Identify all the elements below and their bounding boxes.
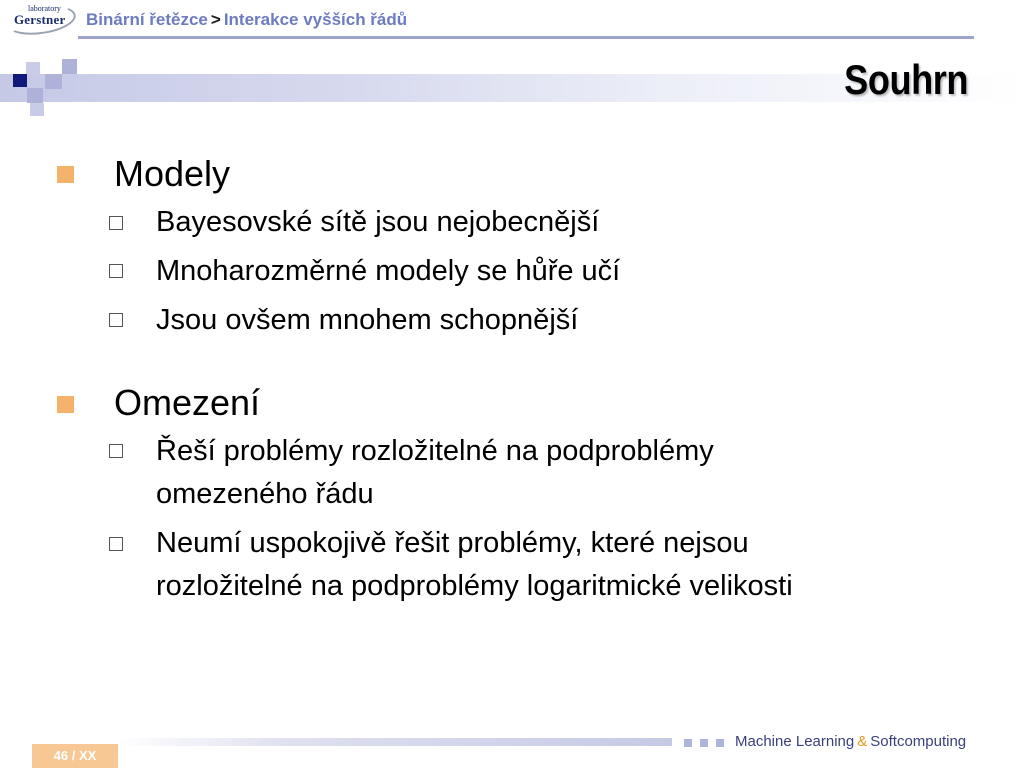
footer-square-icon	[684, 739, 692, 747]
header-divider	[78, 36, 974, 39]
decor-square-icon	[26, 62, 40, 75]
breadcrumb-item-higher-order-interactions[interactable]: Interakce vyšších řádů	[223, 10, 408, 29]
list-item: Mnoharozměrné modely se hůře učí	[156, 255, 621, 287]
breadcrumb-item-binary-strings[interactable]: Binární řetězce	[86, 10, 208, 29]
breadcrumb	[86, 10, 407, 30]
footer-brand	[735, 733, 966, 750]
footer-brand-part1: Machine Learning	[735, 733, 855, 750]
footer-square-icon	[700, 739, 708, 747]
list-item: Bayesovské sítě jsou nejobecnější	[156, 206, 600, 238]
decor-square-icon	[13, 74, 27, 87]
logo-big-text: Gerstner	[14, 12, 66, 27]
footer-brand-part2: Softcomputing	[870, 733, 967, 750]
decor-square-icon	[45, 74, 62, 89]
decor-square-icon	[62, 59, 77, 74]
list-item-line: Neumí uspokojivě řešit problémy, které nejsou	[156, 527, 749, 559]
page-number: 46 / XX	[32, 744, 118, 768]
hollow-square-bullet-icon	[109, 216, 123, 230]
list-item-line: Řeší problémy rozložitelné na podproblémy	[156, 435, 714, 467]
orange-square-bullet-icon	[57, 166, 74, 183]
hollow-square-bullet-icon	[109, 537, 123, 551]
orange-square-bullet-icon	[57, 396, 74, 413]
section-heading-models: Modely	[114, 153, 231, 194]
section-heading-limitations: Omezení	[114, 382, 261, 423]
decor-square-icon	[30, 103, 44, 116]
logo-small-text: laboratory	[28, 4, 61, 13]
footer-square-icon	[716, 739, 724, 747]
hollow-square-bullet-icon	[109, 313, 123, 327]
decor-square-icon	[27, 88, 43, 103]
gerstner-logo	[6, 4, 74, 34]
list-item-line: omezeného řádu	[156, 478, 374, 510]
list-item: Jsou ovšem mnohem schopnější	[156, 304, 579, 336]
hollow-square-bullet-icon	[109, 264, 123, 278]
breadcrumb-separator: >	[210, 10, 221, 29]
hollow-square-bullet-icon	[109, 444, 123, 458]
list-item-line: rozložitelné na podproblémy logaritmické velikosti	[156, 570, 793, 602]
footer-brand-amp: &	[857, 733, 868, 750]
slide-title: Souhrn	[844, 56, 968, 103]
footer-gradient-bar	[116, 738, 672, 746]
